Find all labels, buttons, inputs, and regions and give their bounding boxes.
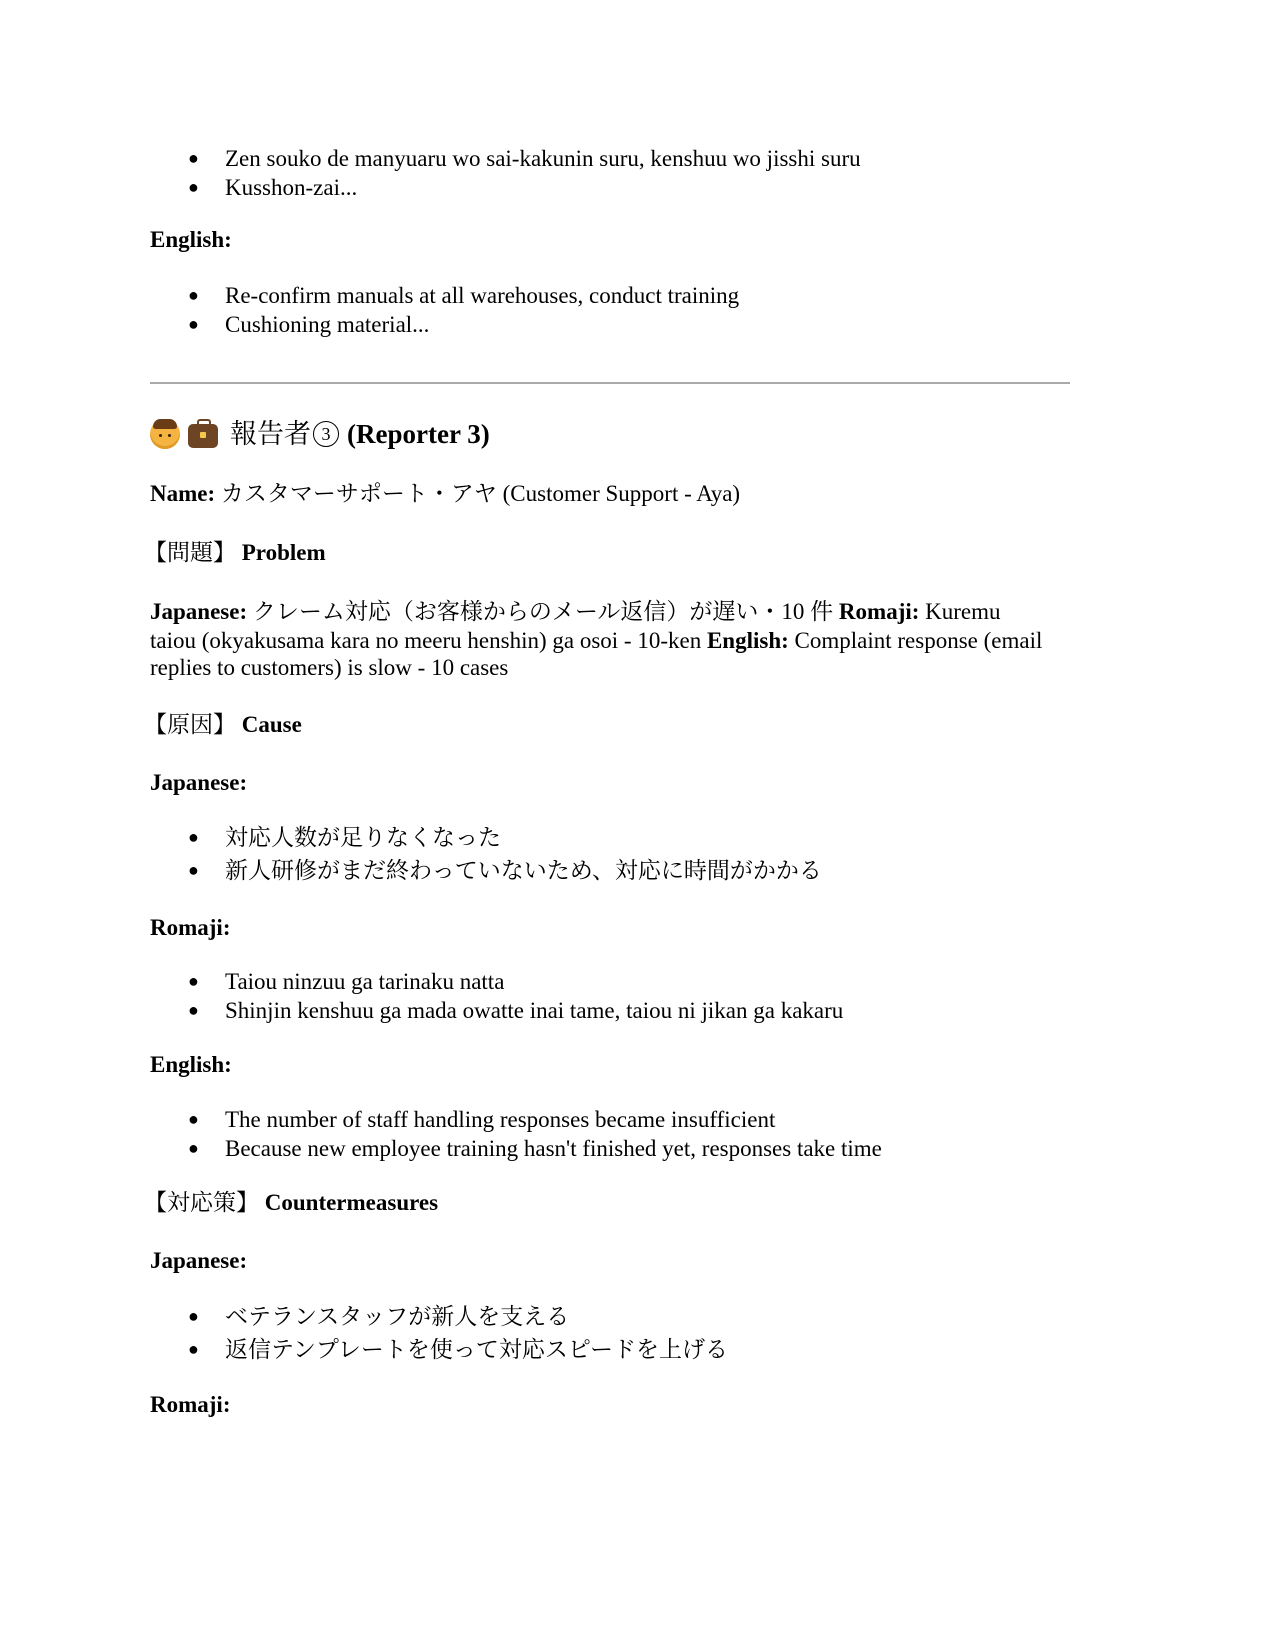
top-romaji-list bbox=[150, 144, 861, 202]
bullet: ● bbox=[188, 177, 199, 197]
list-item: ● 対応人数が足りなくなった bbox=[150, 821, 822, 854]
list-item: ● Taiou ninzuu ga tarinaku natta bbox=[188, 969, 505, 994]
cause-bracket-label: 【原因】 bbox=[144, 712, 236, 737]
circled-number: 3 bbox=[313, 421, 339, 447]
bullet: ● bbox=[188, 971, 199, 991]
problem-heading bbox=[144, 536, 326, 570]
top-english-label: English: bbox=[150, 227, 232, 252]
list-item: ● Kusshon-zai... bbox=[188, 175, 358, 200]
reporter-name-line bbox=[150, 479, 740, 509]
cause-romaji-label: Romaji: bbox=[150, 915, 231, 940]
countermeasures-heading bbox=[144, 1186, 438, 1220]
countermeasures-jp-label: Japanese: bbox=[150, 1248, 248, 1273]
bullet: ● bbox=[188, 285, 199, 305]
list-item: ● Shinjin kenshuu ga mada owatte inai tame, taiou ni jikan ga kakaru bbox=[188, 998, 844, 1023]
name-label: Name: bbox=[150, 481, 216, 506]
problem-title: Problem bbox=[241, 540, 326, 565]
bullet: ● bbox=[188, 1000, 199, 1020]
section-divider bbox=[150, 382, 1070, 384]
list-item: ● 返信テンプレートを使って対応スピードを上げる bbox=[150, 1333, 728, 1366]
countermeasures-romaji-label: Romaji: bbox=[150, 1392, 231, 1417]
bullet: ● bbox=[188, 1339, 199, 1359]
bullet: ● bbox=[188, 1138, 199, 1158]
name-value: カスタマーサポート・アヤ (Customer Support - Aya) bbox=[220, 481, 741, 506]
cause-heading bbox=[144, 708, 302, 742]
heading-prefix: 報告者 bbox=[230, 419, 311, 449]
problem-jp-label: Japanese: bbox=[150, 599, 248, 624]
cause-english-label: English: bbox=[150, 1052, 232, 1077]
problem-bracket-label: 【問題】 bbox=[144, 540, 236, 565]
problem-english-text-a: Complaint response (email bbox=[794, 628, 1043, 653]
list-item: ● ベテランスタッフが新人を支える bbox=[150, 1300, 728, 1333]
bullet: ● bbox=[188, 1306, 199, 1326]
list-item: ● The number of staff handling responses became insufficient bbox=[188, 1107, 776, 1132]
top-english-list bbox=[150, 281, 739, 339]
problem-english-text-b: replies to customers) is slow - 10 cases bbox=[150, 655, 509, 680]
heading-suffix: (Reporter 3) bbox=[347, 419, 490, 449]
bullet: ● bbox=[188, 827, 199, 847]
countermeasures-jp-list bbox=[150, 1300, 728, 1366]
cause-english-list bbox=[150, 1105, 882, 1163]
list-item: ● 新人研修がまだ終わっていないため、対応に時間がかかる bbox=[150, 854, 822, 887]
countermeasures-bracket-label: 【対応策】 bbox=[144, 1190, 259, 1215]
list-item: ● Because new employee training hasn't finished yet, responses take time bbox=[188, 1136, 882, 1161]
problem-english-label: English: bbox=[706, 628, 789, 653]
problem-jp-text: クレーム対応（お客様からのメール返信）が遅い・10 件 bbox=[252, 599, 834, 624]
list-item: ● Cushioning material... bbox=[188, 312, 430, 337]
cause-romaji-list bbox=[150, 967, 843, 1025]
list-item: ● Zen souko de manyuaru wo sai-kakunin suru, kenshuu wo jisshi suru bbox=[188, 146, 861, 171]
bullet: ● bbox=[188, 860, 199, 880]
problem-romaji-text-b: taiou (okyakusama kara no meeru henshin) ga osoi - 10-ken bbox=[150, 628, 702, 653]
bullet: ● bbox=[188, 1109, 199, 1129]
problem-romaji-text-a: Kuremu bbox=[925, 599, 1001, 624]
list-item: ● Re-confirm manuals at all warehouses, conduct training bbox=[188, 283, 740, 308]
briefcase-icon bbox=[188, 424, 218, 448]
cause-jp-label: Japanese: bbox=[150, 770, 248, 795]
problem-paragraph bbox=[150, 598, 1125, 681]
countermeasures-title: Countermeasures bbox=[264, 1190, 439, 1215]
cause-jp-list bbox=[150, 821, 822, 887]
problem-romaji-label: Romaji: bbox=[838, 599, 920, 624]
man-face-icon bbox=[150, 419, 180, 449]
bullet: ● bbox=[188, 148, 199, 168]
reporter-heading bbox=[150, 414, 490, 454]
bullet: ● bbox=[188, 314, 199, 334]
cause-title: Cause bbox=[241, 712, 302, 737]
